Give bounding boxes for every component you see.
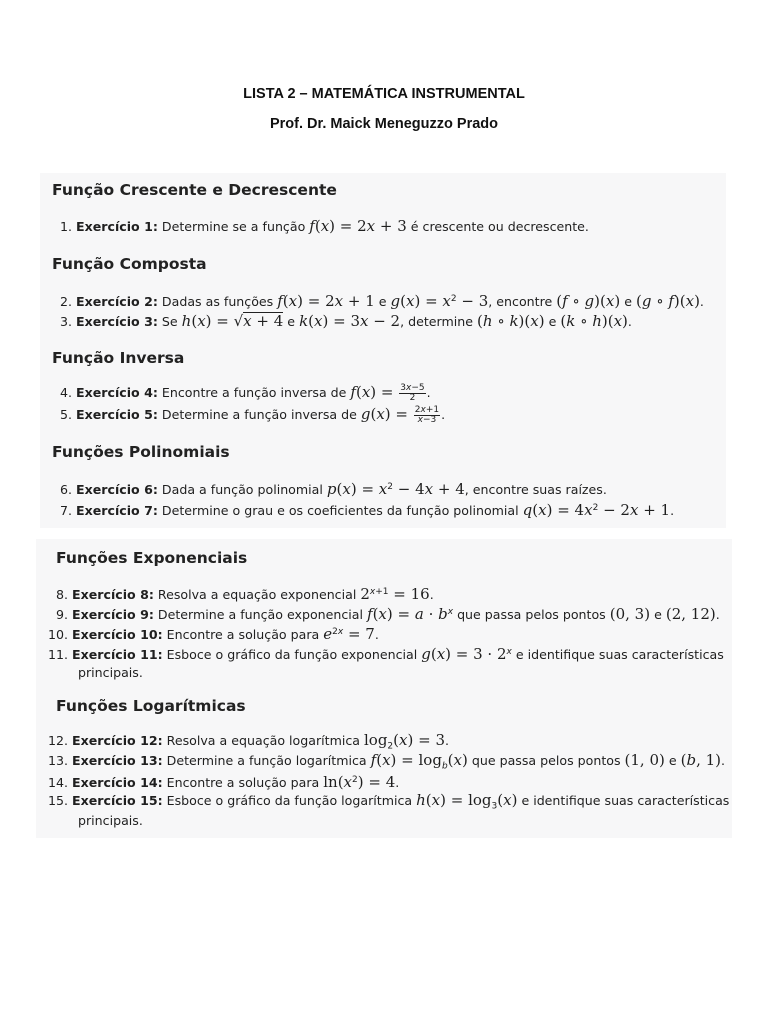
document-title: LISTA 2 – MATEMÁTICA INSTRUMENTAL xyxy=(243,86,525,102)
exercise-item: 8. Exercício 8: Resolva a equação exponencial $2^{x+1} = 16$. xyxy=(48,584,434,603)
exercise-panel-1 xyxy=(40,173,726,528)
exercise-label: Exercício 9: xyxy=(72,607,154,623)
exercise-item: 7. Exercício 7: Determine o grau e os coeficientes da função polinomial $q(x) = 4x^2 - 2x + 1$. xyxy=(52,500,674,519)
exercise-label: Exercício 12: xyxy=(72,733,163,748)
exercise-number: 14. xyxy=(48,775,69,791)
exercise-number: 7. xyxy=(59,503,72,519)
exercise-label: Exercício 3: xyxy=(76,314,158,329)
exercise-item: 15. Exercício 15: Esboce o gráfico da função logarítmica $h(x) = \log_3(x)$ e identifique suas características xyxy=(48,791,730,812)
exercise-label: Exercício 8: xyxy=(72,587,154,603)
exercise-number: 10. xyxy=(48,627,69,643)
exercise-label: Exercício 10: xyxy=(72,627,163,643)
exercise-number: 11. xyxy=(48,647,69,663)
exercise-item: 6. Exercício 6: Dada a função polinomial $p(x) = x^2 - 4x + 4$, encontre suas raízes. xyxy=(52,479,607,498)
exercise-number: 2. xyxy=(59,294,72,310)
exercise-label: Exercício 5: xyxy=(76,407,158,422)
exercise-number: 9. xyxy=(55,607,68,623)
exercise-number: 5. xyxy=(59,407,72,422)
exercise-item: 14. Exercício 14: Encontre a solução para $\ln(x^2) = 4$. xyxy=(48,773,400,792)
exercise-label: Exercício 11: xyxy=(72,647,163,663)
exercise-number: 8. xyxy=(55,587,68,603)
section-heading: Funções Exponenciais xyxy=(56,549,248,567)
exercise-item: 1. Exercício 1: Determine se a função f(x) = 2x + 3 é crescente ou decrescente. xyxy=(52,218,589,235)
exercise-number: 12. xyxy=(48,733,69,748)
exercise-item: 5. Exercício 5: Determine a função inversa de g(x) = $\frac{2x+1}{x-3}$ . xyxy=(52,406,445,425)
exercise-continuation: principais. xyxy=(78,813,143,828)
exercise-number: 15. xyxy=(48,793,69,808)
exercise-label: Exercício 13: xyxy=(72,753,163,768)
exercise-label: Exercício 6: xyxy=(76,482,158,498)
section-heading: Função Inversa xyxy=(52,349,185,367)
section-heading: Função Crescente e Decrescente xyxy=(52,181,337,199)
exercise-item: 11. Exercício 11: Esboce o gráfico da função exponencial $g(x) = 3 \cdot 2^x$ e identifique suas características xyxy=(48,645,724,664)
section-heading: Função Composta xyxy=(52,255,207,273)
exercise-label: Exercício 7: xyxy=(76,503,158,519)
exercise-item: 9. Exercício 9: Determine a função exponencial $f(x) = a \cdot b^x$ que passa pelos pontos (0, 3) e (2, 12). xyxy=(48,604,720,623)
exercise-panel-2 xyxy=(36,539,732,838)
section-heading: Funções Logarítmicas xyxy=(56,697,246,715)
exercise-label: Exercício 1: xyxy=(76,219,158,234)
exercise-item: 3. Exercício 3: Se h(x) = √x + 4 e k(x) = 3x − 2, determine (h ∘ k)(x) e (k ∘ h)(x). xyxy=(52,313,632,330)
exercise-number: 6. xyxy=(59,482,72,498)
exercise-item: 2. Exercício 2: Dadas as funções f(x) = 2x + 1 e $g(x) = x^2 - 3$, encontre (f ∘ g)(x) e (g ∘ f)(x). xyxy=(52,291,704,310)
document-author: Prof. Dr. Maick Meneguzzo Prado xyxy=(269,116,498,132)
exercise-number: 3. xyxy=(59,314,72,329)
exercise-item: 12. Exercício 12: Resolva a equação logarítmica $\log_2(x) = 3$. xyxy=(48,731,449,752)
exercise-label: Exercício 15: xyxy=(72,793,163,808)
exercise-number: 1. xyxy=(59,219,72,234)
exercise-item: 13. Exercício 13: Determine a função logarítmica $f(x) = \log_b(x)$ que passa pelos pontos (1, 0) e (b, 1). xyxy=(48,751,726,772)
exercise-label: Exercício 14: xyxy=(72,775,163,791)
exercise-label: Exercício 4: xyxy=(76,385,158,400)
exercise-label: Exercício 2: xyxy=(76,294,158,310)
exercise-continuation: principais. xyxy=(78,665,143,680)
exercise-item: 4. Exercício 4: Encontre a função inversa de f(x) = $\frac{3x-5}{2}$ . xyxy=(52,384,431,403)
exercise-item: 10. Exercício 10: Encontre a solução para $e^{2x} = 7$. xyxy=(48,625,379,644)
exercise-number: 4. xyxy=(59,385,72,400)
exercise-number: 13. xyxy=(48,753,69,768)
section-heading: Funções Polinomiais xyxy=(52,443,230,461)
